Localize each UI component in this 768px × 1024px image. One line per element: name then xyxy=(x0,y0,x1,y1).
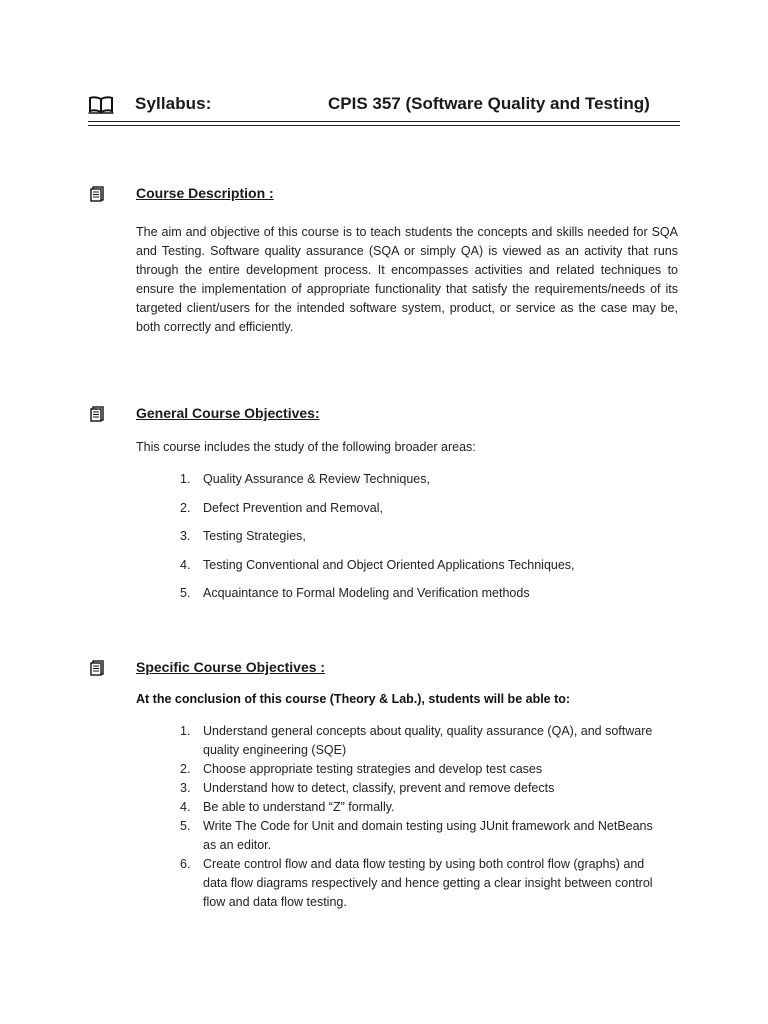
general-objectives-intro: This course includes the study of the following broader areas: xyxy=(136,440,476,454)
document-icon xyxy=(90,406,105,422)
list-item: 1. Quality Assurance & Review Techniques, xyxy=(180,472,430,486)
section-title: General Course Objectives: xyxy=(136,405,320,421)
document-icon xyxy=(90,660,105,676)
document-header xyxy=(88,92,680,122)
open-book-icon xyxy=(88,96,114,114)
list-item: 5. Acquaintance to Formal Modeling and Verification methods xyxy=(180,586,530,600)
section-title: Specific Course Objectives : xyxy=(136,659,326,675)
specific-objectives-list xyxy=(180,722,665,912)
list-item: 3. Understand how to detect, classify, prevent and remove defects xyxy=(180,781,555,795)
course-title: CPIS 357 (Software Quality and Testing) xyxy=(328,94,650,113)
course-description-text: The aim and objective of this course is to teach students the concepts and skills needed for SQA and Testing. Software quality assurance (SQA or simply QA) is viewed as an activity that runs through the entire development process. It encompasses activities and related techniques to ensure the implementation of appropriate functionality that satisfy the requirements/needs of its targeted client/users for the intended software system, product, or service as the case may be, both correctly and efficiently. xyxy=(136,225,678,334)
document-icon xyxy=(90,186,105,202)
header-rule-top xyxy=(88,121,680,122)
list-item: 4. Testing Conventional and Object Oriented Applications Techniques, xyxy=(180,557,575,572)
list-item: 2. Defect Prevention and Removal, xyxy=(180,500,383,515)
list-item: 6. Create control flow and data flow testing by using both control flow (graphs) and data flow diagrams respectively and hence getting a clear insight between control flow and data flow testing. xyxy=(180,857,653,909)
list-item: 2. Choose appropriate testing strategies and develop test cases xyxy=(180,762,543,776)
header-rule-bottom xyxy=(88,125,680,126)
general-objectives-list xyxy=(180,471,680,614)
list-item: 5. Write The Code for Unit and domain testing using JUnit framework and NetBeans as an editor. xyxy=(180,819,653,852)
list-item: 4. Be able to understand “Z” formally. xyxy=(180,800,395,814)
list-item: 1. Understand general concepts about quality, quality assurance (QA), and software quality engineering (SQE) xyxy=(180,724,653,757)
header-label: Syllabus: xyxy=(135,94,212,113)
section-title: Course Description : xyxy=(136,185,274,201)
list-item: 3. Testing Strategies, xyxy=(180,529,306,543)
specific-objectives-intro: At the conclusion of this course (Theory & Lab.), students will be able to: xyxy=(136,692,571,706)
